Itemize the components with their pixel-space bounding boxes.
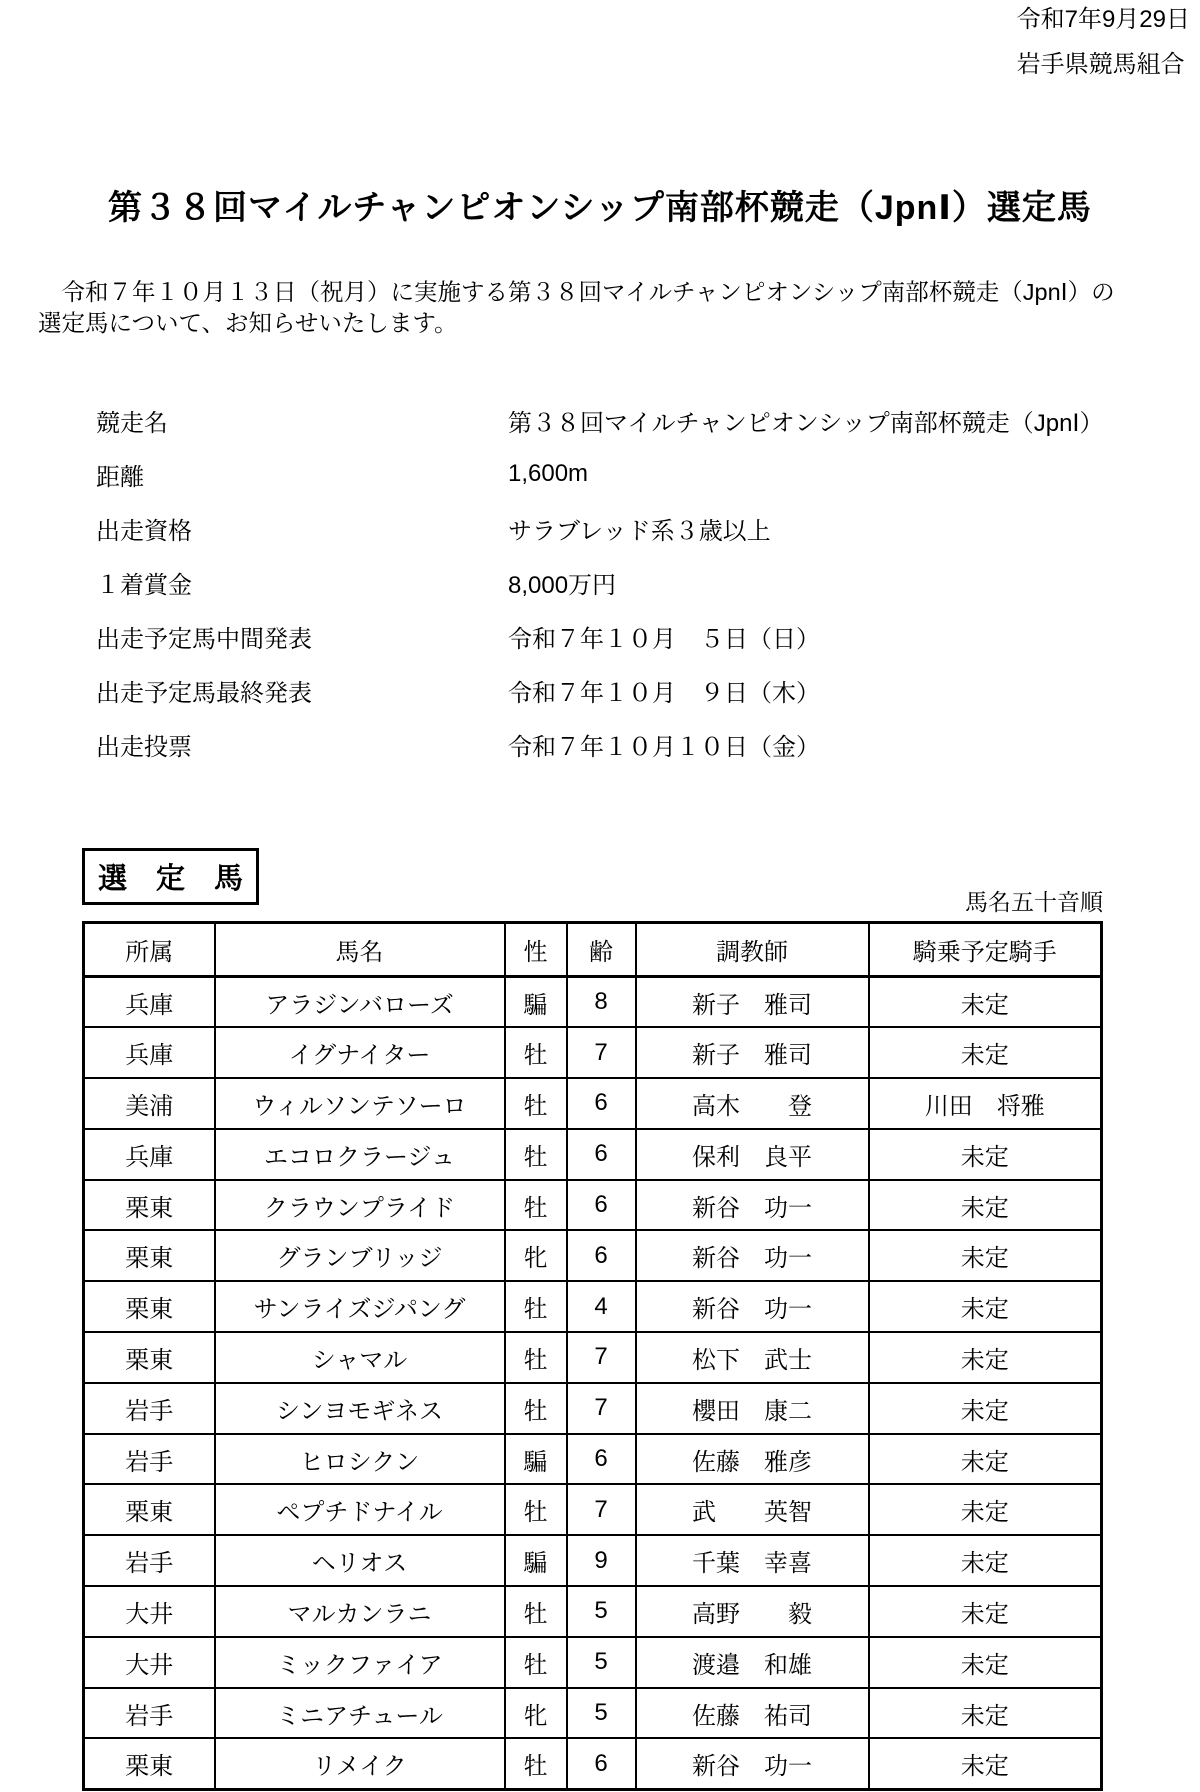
affiliation-cell: 栗東 — [84, 1281, 215, 1332]
affiliation-cell: 兵庫 — [84, 977, 215, 1028]
age-cell: 6 — [567, 1230, 636, 1281]
sex-cell: 牡 — [505, 1484, 567, 1535]
race-info-row — [96, 717, 1104, 771]
jockey-cell: 未定 — [869, 1535, 1102, 1586]
affiliation-cell: 栗東 — [84, 1180, 215, 1231]
trainer-cell: 高木 登 — [636, 1078, 869, 1129]
sex-cell: 牡 — [505, 1637, 567, 1688]
horse-name-cell: マルカンラニ — [215, 1586, 505, 1637]
jockey-cell: 未定 — [869, 1434, 1102, 1485]
trainer-cell: 武 英智 — [636, 1484, 869, 1535]
race-info-row — [96, 555, 1104, 609]
horse-row — [84, 1281, 1102, 1332]
race-info-label: 出走資格 — [96, 517, 192, 545]
table-body — [84, 977, 1102, 1790]
horse-name-cell: グランブリッジ — [215, 1230, 505, 1281]
age-cell: 6 — [567, 1129, 636, 1180]
selected-horses-table — [82, 921, 1103, 1791]
sex-cell: 騙 — [505, 977, 567, 1028]
column-header-sex: 性 — [505, 923, 567, 977]
organization-name: 岩手県競馬組合 — [1016, 51, 1185, 78]
race-info-row — [96, 609, 1104, 663]
jockey-cell: 未定 — [869, 1180, 1102, 1231]
trainer-cell: 新子 雅司 — [636, 977, 869, 1028]
intro-paragraph — [38, 277, 1188, 339]
race-info-label: 距離 — [96, 463, 144, 491]
horse-name-cell: リメイク — [215, 1738, 505, 1789]
page-title: 第３８回マイルチャンピオンシップ南部杯競走（JpnⅠ）選定馬 — [108, 189, 1092, 227]
race-info-label: 出走予定馬中間発表 — [96, 625, 312, 653]
intro-line-1: 令和７年１０月１３日（祝月）に実施する第３８回マイルチャンピオンシップ南部杯競走（JpnⅠ）の — [38, 279, 1115, 305]
affiliation-cell: 栗東 — [84, 1332, 215, 1383]
selected-horses-heading: 選 定 馬 — [82, 848, 259, 905]
age-cell: 6 — [567, 1180, 636, 1231]
jockey-cell: 未定 — [869, 1230, 1102, 1281]
horse-row — [84, 1586, 1102, 1637]
age-cell: 7 — [567, 1332, 636, 1383]
age-cell: 5 — [567, 1688, 636, 1739]
sex-cell: 牡 — [505, 1383, 567, 1434]
age-cell: 8 — [567, 977, 636, 1028]
age-cell: 7 — [567, 1383, 636, 1434]
table-header — [84, 923, 1102, 977]
jockey-cell: 未定 — [869, 1383, 1102, 1434]
trainer-cell: 高野 毅 — [636, 1586, 869, 1637]
horse-name-cell: サンライズジパング — [215, 1281, 505, 1332]
horse-name-cell: アラジンバローズ — [215, 977, 505, 1028]
table-header-row — [84, 923, 1102, 977]
horse-name-cell: ペプチドナイル — [215, 1484, 505, 1535]
race-info-list — [96, 393, 1104, 771]
sex-cell: 騙 — [505, 1535, 567, 1586]
horse-row — [84, 1434, 1102, 1485]
horse-row — [84, 1027, 1102, 1078]
trainer-cell: 新谷 功一 — [636, 1230, 869, 1281]
horse-name-cell: イグナイター — [215, 1027, 505, 1078]
jockey-cell: 未定 — [869, 1281, 1102, 1332]
jockey-cell: 未定 — [869, 1027, 1102, 1078]
sex-cell: 牡 — [505, 1129, 567, 1180]
race-info-row — [96, 501, 1104, 555]
affiliation-cell: 大井 — [84, 1586, 215, 1637]
affiliation-cell: 兵庫 — [84, 1129, 215, 1180]
column-header-trainer: 調教師 — [636, 923, 869, 977]
trainer-cell: 新谷 功一 — [636, 1738, 869, 1789]
race-info-value: 令和７年１０月 ５日（日） — [508, 625, 820, 653]
horse-name-cell: ヒロシクン — [215, 1434, 505, 1485]
column-header-affiliation: 所属 — [84, 923, 215, 977]
horse-name-cell: クラウンプライド — [215, 1180, 505, 1231]
age-cell: 6 — [567, 1078, 636, 1129]
affiliation-cell: 栗東 — [84, 1738, 215, 1789]
race-info-row — [96, 447, 1104, 501]
sex-cell: 牝 — [505, 1688, 567, 1739]
race-info-row — [96, 663, 1104, 717]
horse-row — [84, 1180, 1102, 1231]
trainer-cell: 保利 良平 — [636, 1129, 869, 1180]
horse-name-cell: エコロクラージュ — [215, 1129, 505, 1180]
affiliation-cell: 美浦 — [84, 1078, 215, 1129]
affiliation-cell: 栗東 — [84, 1484, 215, 1535]
trainer-cell: 新谷 功一 — [636, 1180, 869, 1231]
jockey-cell: 未定 — [869, 1332, 1102, 1383]
horse-row — [84, 1484, 1102, 1535]
trainer-cell: 渡邉 和雄 — [636, 1637, 869, 1688]
trainer-cell: 佐藤 祐司 — [636, 1688, 869, 1739]
sex-cell: 牡 — [505, 1180, 567, 1231]
sex-cell: 牡 — [505, 1078, 567, 1129]
horse-name-cell: シャマル — [215, 1332, 505, 1383]
document-header — [1017, 6, 1190, 96]
column-header-horse-name: 馬名 — [215, 923, 505, 977]
sex-cell: 牡 — [505, 1586, 567, 1637]
horse-row — [84, 1230, 1102, 1281]
trainer-cell: 新子 雅司 — [636, 1027, 869, 1078]
horse-row — [84, 1383, 1102, 1434]
affiliation-cell: 岩手 — [84, 1434, 215, 1485]
age-cell: 6 — [567, 1738, 636, 1789]
column-header-age: 齢 — [567, 923, 636, 977]
jockey-cell: 未定 — [869, 977, 1102, 1028]
affiliation-cell: 大井 — [84, 1637, 215, 1688]
race-info-label: 出走投票 — [96, 733, 192, 761]
race-info-value: 令和７年１０月 ９日（木） — [508, 679, 820, 707]
race-info-label: 競走名 — [96, 409, 168, 437]
trainer-cell: 佐藤 雅彦 — [636, 1434, 869, 1485]
age-cell: 6 — [567, 1434, 636, 1485]
sort-order-note: 馬名五十音順 — [965, 889, 1103, 915]
race-info-row — [96, 393, 1104, 447]
age-cell: 7 — [567, 1484, 636, 1535]
age-cell: 5 — [567, 1586, 636, 1637]
sex-cell: 牡 — [505, 1027, 567, 1078]
horse-name-cell: シンヨモギネス — [215, 1383, 505, 1434]
race-info-label: 出走予定馬最終発表 — [96, 679, 312, 707]
horse-row — [84, 1637, 1102, 1688]
age-cell: 4 — [567, 1281, 636, 1332]
horse-name-cell: ミニアチュール — [215, 1688, 505, 1739]
sex-cell: 牡 — [505, 1281, 567, 1332]
race-info-value: 8,000万円 — [508, 571, 617, 599]
age-cell: 9 — [567, 1535, 636, 1586]
horse-row — [84, 1535, 1102, 1586]
trainer-cell: 千葉 幸喜 — [636, 1535, 869, 1586]
jockey-cell: 未定 — [869, 1637, 1102, 1688]
age-cell: 7 — [567, 1027, 636, 1078]
horse-row — [84, 1129, 1102, 1180]
horse-row — [84, 1332, 1102, 1383]
race-info-value: 1,600m — [508, 460, 589, 487]
horse-name-cell: ヘリオス — [215, 1535, 505, 1586]
affiliation-cell: 岩手 — [84, 1688, 215, 1739]
horse-row — [84, 977, 1102, 1028]
jockey-cell: 未定 — [869, 1586, 1102, 1637]
sex-cell: 牝 — [505, 1230, 567, 1281]
document-date: 令和7年9月29日 — [1016, 6, 1190, 33]
trainer-cell: 松下 武士 — [636, 1332, 869, 1383]
affiliation-cell: 栗東 — [84, 1230, 215, 1281]
sex-cell: 牡 — [505, 1332, 567, 1383]
sex-cell: 騙 — [505, 1434, 567, 1485]
trainer-cell: 櫻田 康二 — [636, 1383, 869, 1434]
horse-name-cell: ミックファイア — [215, 1637, 505, 1688]
jockey-cell: 未定 — [869, 1484, 1102, 1535]
race-info-value: 第３８回マイルチャンピオンシップ南部杯競走（JpnⅠ） — [508, 409, 1104, 437]
jockey-cell: 未定 — [869, 1738, 1102, 1789]
horse-name-cell: ウィルソンテソーロ — [215, 1078, 505, 1129]
intro-line-2: 選定馬について、お知らせいたします。 — [38, 310, 458, 336]
affiliation-cell: 岩手 — [84, 1535, 215, 1586]
jockey-cell: 未定 — [869, 1688, 1102, 1739]
trainer-cell: 新谷 功一 — [636, 1281, 869, 1332]
race-info-value: 令和７年１０月１０日（金） — [508, 733, 820, 761]
sex-cell: 牡 — [505, 1738, 567, 1789]
horse-row — [84, 1078, 1102, 1129]
affiliation-cell: 岩手 — [84, 1383, 215, 1434]
race-info-value: サラブレッド系３歳以上 — [508, 517, 771, 545]
affiliation-cell: 兵庫 — [84, 1027, 215, 1078]
jockey-cell: 川田 将雅 — [869, 1078, 1102, 1129]
jockey-cell: 未定 — [869, 1129, 1102, 1180]
age-cell: 5 — [567, 1637, 636, 1688]
column-header-jockey: 騎乗予定騎手 — [869, 923, 1102, 977]
race-info-label: １着賞金 — [96, 571, 192, 599]
horse-row — [84, 1738, 1102, 1789]
horse-row — [84, 1688, 1102, 1739]
